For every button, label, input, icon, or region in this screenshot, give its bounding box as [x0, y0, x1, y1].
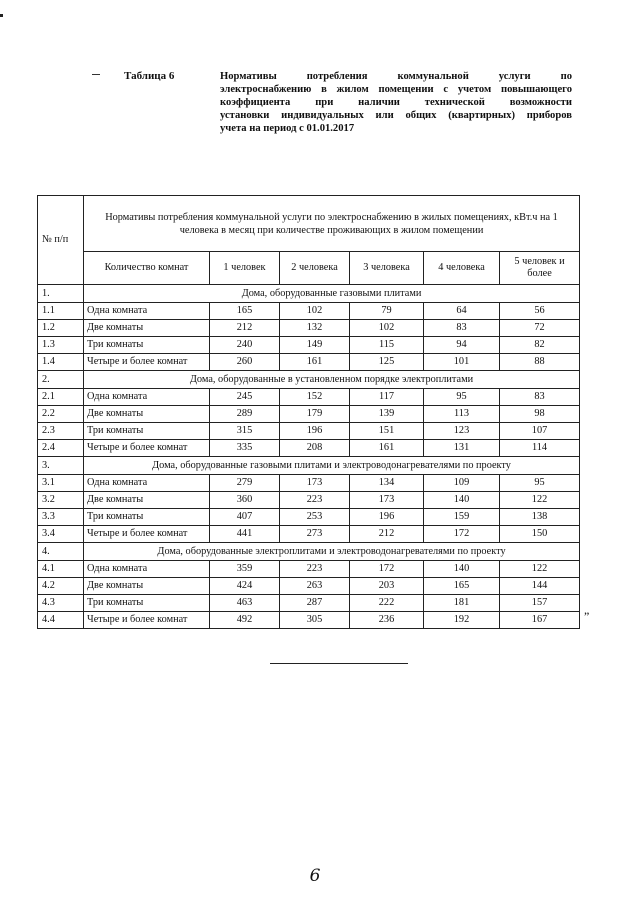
value-cell: 359 [210, 561, 280, 578]
value-cell: 152 [280, 389, 350, 406]
section-number: 3. [38, 457, 84, 475]
value-cell: 407 [210, 509, 280, 526]
table-row [38, 475, 580, 492]
row-number: 2.1 [38, 389, 84, 406]
value-cell: 263 [280, 578, 350, 595]
section-row [38, 371, 580, 389]
table-body [38, 196, 580, 629]
value-cell: 98 [500, 406, 580, 423]
value-cell: 151 [350, 423, 424, 440]
table-row [38, 389, 580, 406]
value-cell: 64 [424, 303, 500, 320]
value-cell: 72 [500, 320, 580, 337]
value-cell: 102 [350, 320, 424, 337]
value-cell: 95 [500, 475, 580, 492]
section-row [38, 543, 580, 561]
row-number: 3.1 [38, 475, 84, 492]
value-cell: 212 [210, 320, 280, 337]
value-cell: 172 [424, 526, 500, 543]
row-number: 4.4 [38, 612, 84, 629]
section-title: Дома, оборудованные электроплитами и электроводонагревателями по проекту [84, 543, 580, 561]
value-cell: 260 [210, 354, 280, 371]
section-title: Дома, оборудованные газовыми плитами [84, 285, 580, 303]
rooms-cell: Одна комната [84, 389, 210, 406]
value-cell: 56 [500, 303, 580, 320]
table-title [220, 70, 572, 135]
row-number: 1.2 [38, 320, 84, 337]
rooms-cell: Четыре и более комнат [84, 354, 210, 371]
value-cell: 132 [280, 320, 350, 337]
rooms-cell: Две комнаты [84, 406, 210, 423]
value-cell: 173 [280, 475, 350, 492]
rooms-cell: Две комнаты [84, 578, 210, 595]
table-row [38, 509, 580, 526]
value-cell: 223 [280, 561, 350, 578]
value-cell: 240 [210, 337, 280, 354]
section-number: 1. [38, 285, 84, 303]
rooms-cell: Три комнаты [84, 337, 210, 354]
margin-dash [92, 74, 100, 75]
value-cell: 122 [500, 561, 580, 578]
value-cell: 159 [424, 509, 500, 526]
table-caption: Нормативы потребления коммунальной услуги по электроснабжению в жилых помещениях, кВт.ч на 1 человека в месяц при количестве проживающих в жилом помещении [84, 196, 580, 252]
table-row [38, 612, 580, 629]
value-cell: 149 [280, 337, 350, 354]
value-cell: 101 [424, 354, 500, 371]
value-cell: 161 [280, 354, 350, 371]
section-number: 2. [38, 371, 84, 389]
value-cell: 165 [424, 578, 500, 595]
rooms-cell: Одна комната [84, 303, 210, 320]
column-header: 4 человека [424, 252, 500, 285]
value-cell: 287 [280, 595, 350, 612]
value-cell: 140 [424, 561, 500, 578]
value-cell: 83 [424, 320, 500, 337]
rooms-cell: Четыре и более комнат [84, 440, 210, 457]
value-cell: 172 [350, 561, 424, 578]
value-cell: 492 [210, 612, 280, 629]
value-cell: 114 [500, 440, 580, 457]
value-cell: 222 [350, 595, 424, 612]
table-label: Таблица 6 [124, 70, 175, 82]
value-cell: 79 [350, 303, 424, 320]
value-cell: 95 [424, 389, 500, 406]
value-cell: 173 [350, 492, 424, 509]
table-row [38, 320, 580, 337]
rooms-cell: Одна комната [84, 475, 210, 492]
page-number: 6 [309, 866, 321, 886]
table-row [38, 526, 580, 543]
value-cell: 441 [210, 526, 280, 543]
row-number: 2.2 [38, 406, 84, 423]
value-cell: 102 [280, 303, 350, 320]
value-cell: 192 [424, 612, 500, 629]
value-cell: 179 [280, 406, 350, 423]
value-cell: 138 [500, 509, 580, 526]
value-cell: 88 [500, 354, 580, 371]
value-cell: 181 [424, 595, 500, 612]
rooms-cell: Одна комната [84, 561, 210, 578]
section-number: 4. [38, 543, 84, 561]
title-line: коэффициента при наличии технической возможности [220, 97, 572, 108]
value-cell: 122 [500, 492, 580, 509]
rooms-cell: Две комнаты [84, 320, 210, 337]
value-cell: 134 [350, 475, 424, 492]
table-row [38, 354, 580, 371]
closing-quote: ” [584, 609, 590, 623]
section-row [38, 285, 580, 303]
row-number: 2.4 [38, 440, 84, 457]
title-line: электроснабжению в жилом помещении с учетом повышающего [220, 84, 572, 95]
rooms-cell: Четыре и более комнат [84, 612, 210, 629]
rooms-header: Количество комнат [84, 252, 210, 285]
value-cell: 125 [350, 354, 424, 371]
value-cell: 196 [350, 509, 424, 526]
value-cell: 279 [210, 475, 280, 492]
value-cell: 161 [350, 440, 424, 457]
value-cell: 167 [500, 612, 580, 629]
value-cell: 109 [424, 475, 500, 492]
value-cell: 123 [424, 423, 500, 440]
num-header: № п/п [38, 196, 84, 285]
row-number: 1.1 [38, 303, 84, 320]
value-cell: 83 [500, 389, 580, 406]
title-line: Нормативы потребления коммунальной услуги по [220, 71, 572, 82]
table-row [38, 337, 580, 354]
table-row [38, 492, 580, 509]
value-cell: 463 [210, 595, 280, 612]
header-row-columns [38, 252, 580, 285]
value-cell: 223 [280, 492, 350, 509]
value-cell: 236 [350, 612, 424, 629]
table-row [38, 578, 580, 595]
value-cell: 360 [210, 492, 280, 509]
table-row [38, 303, 580, 320]
rooms-cell: Четыре и более комнат [84, 526, 210, 543]
header-row-caption [38, 196, 580, 252]
rooms-cell: Три комнаты [84, 595, 210, 612]
value-cell: 140 [424, 492, 500, 509]
column-header: 3 человека [350, 252, 424, 285]
table-row [38, 406, 580, 423]
norms-table [37, 195, 580, 629]
value-cell: 139 [350, 406, 424, 423]
title-line: установки индивидуальных или общих (квартирных) приборов [220, 110, 572, 121]
table-row [38, 440, 580, 457]
rooms-cell: Три комнаты [84, 509, 210, 526]
row-number: 2.3 [38, 423, 84, 440]
row-number: 4.3 [38, 595, 84, 612]
section-row [38, 457, 580, 475]
column-header: 5 человек и более [500, 252, 580, 285]
row-number: 4.1 [38, 561, 84, 578]
value-cell: 315 [210, 423, 280, 440]
value-cell: 305 [280, 612, 350, 629]
column-header: 2 человека [280, 252, 350, 285]
section-title: Дома, оборудованные в установленном порядке электроплитами [84, 371, 580, 389]
title-line: учета на период с 01.01.2017 [220, 123, 355, 134]
table-row [38, 595, 580, 612]
row-number: 1.3 [38, 337, 84, 354]
value-cell: 165 [210, 303, 280, 320]
value-cell: 115 [350, 337, 424, 354]
row-number: 3.3 [38, 509, 84, 526]
value-cell: 196 [280, 423, 350, 440]
value-cell: 131 [424, 440, 500, 457]
row-number: 3.4 [38, 526, 84, 543]
section-title: Дома, оборудованные газовыми плитами и электроводонагревателями по проекту [84, 457, 580, 475]
table-row [38, 423, 580, 440]
row-number: 3.2 [38, 492, 84, 509]
rooms-cell: Две комнаты [84, 492, 210, 509]
value-cell: 144 [500, 578, 580, 595]
value-cell: 150 [500, 526, 580, 543]
value-cell: 94 [424, 337, 500, 354]
value-cell: 212 [350, 526, 424, 543]
value-cell: 203 [350, 578, 424, 595]
value-cell: 113 [424, 406, 500, 423]
value-cell: 335 [210, 440, 280, 457]
value-cell: 245 [210, 389, 280, 406]
separator-line [270, 663, 408, 664]
rooms-cell: Три комнаты [84, 423, 210, 440]
column-header: 1 человек [210, 252, 280, 285]
scan-artifact-dot [0, 14, 3, 17]
value-cell: 208 [280, 440, 350, 457]
value-cell: 289 [210, 406, 280, 423]
value-cell: 273 [280, 526, 350, 543]
value-cell: 157 [500, 595, 580, 612]
value-cell: 117 [350, 389, 424, 406]
value-cell: 253 [280, 509, 350, 526]
table-row [38, 561, 580, 578]
value-cell: 107 [500, 423, 580, 440]
value-cell: 82 [500, 337, 580, 354]
value-cell: 424 [210, 578, 280, 595]
row-number: 1.4 [38, 354, 84, 371]
row-number: 4.2 [38, 578, 84, 595]
